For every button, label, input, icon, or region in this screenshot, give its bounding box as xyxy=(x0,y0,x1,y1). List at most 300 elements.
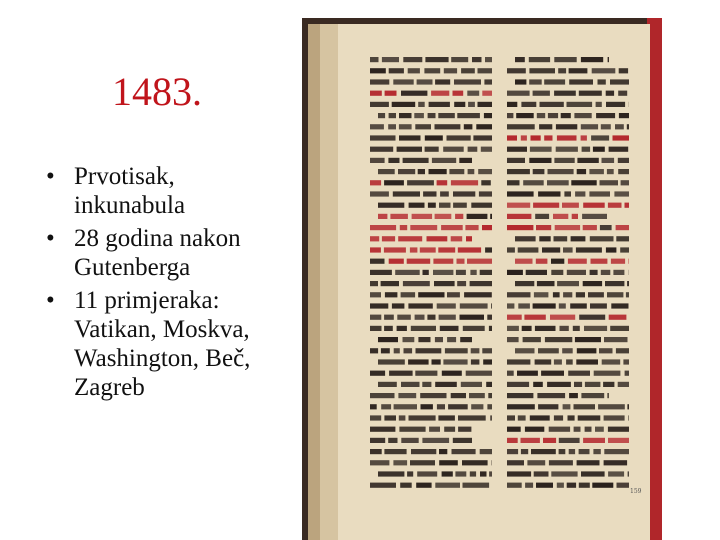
text-word-mark xyxy=(507,135,517,140)
text-word-mark xyxy=(462,460,488,465)
text-word-mark xyxy=(490,214,492,219)
text-word-mark xyxy=(433,259,453,264)
text-word-mark xyxy=(616,225,629,230)
text-word-mark xyxy=(540,102,564,107)
text-word-mark xyxy=(567,270,586,275)
text-word-mark xyxy=(439,449,447,454)
text-word-mark xyxy=(588,292,604,297)
text-word-mark xyxy=(601,124,611,129)
text-word-mark xyxy=(425,57,448,62)
bullet-item xyxy=(46,224,286,282)
text-word-mark xyxy=(557,483,564,488)
text-word-mark xyxy=(476,124,492,129)
text-word-mark xyxy=(604,415,625,420)
text-word-mark xyxy=(536,225,551,230)
text-word-mark xyxy=(590,270,598,275)
text-word-mark xyxy=(370,371,385,376)
text-word-mark xyxy=(617,483,630,488)
text-word-mark xyxy=(404,348,413,353)
text-word-mark xyxy=(521,102,536,107)
text-word-mark xyxy=(579,91,602,96)
text-word-mark xyxy=(563,404,571,409)
text-word-mark xyxy=(465,225,478,230)
text-word-mark xyxy=(425,135,443,140)
text-word-mark xyxy=(420,247,436,252)
text-word-mark xyxy=(559,303,566,308)
text-word-mark xyxy=(537,113,545,118)
text-word-mark xyxy=(547,382,571,387)
text-word-mark xyxy=(507,113,513,118)
text-word-mark xyxy=(416,348,442,353)
text-word-mark xyxy=(598,79,606,84)
text-word-mark xyxy=(507,438,518,443)
text-word-mark xyxy=(521,449,528,454)
text-word-mark xyxy=(563,292,572,297)
text-word-mark xyxy=(432,158,456,163)
text-word-mark xyxy=(415,315,425,320)
text-word-mark xyxy=(442,471,453,476)
text-word-mark xyxy=(471,404,483,409)
text-word-mark xyxy=(403,57,422,62)
text-word-mark xyxy=(611,259,625,264)
text-word-mark xyxy=(458,415,486,420)
text-word-mark xyxy=(457,113,480,118)
text-word-mark xyxy=(399,113,412,118)
text-word-mark xyxy=(556,147,578,152)
text-word-mark xyxy=(531,449,556,454)
text-word-mark xyxy=(577,169,586,174)
text-word-mark xyxy=(370,135,396,140)
text-word-mark xyxy=(613,270,624,275)
text-word-mark xyxy=(455,471,466,476)
text-word-mark xyxy=(583,225,597,230)
text-word-mark xyxy=(507,180,520,185)
text-word-mark xyxy=(553,292,560,297)
text-word-mark xyxy=(530,415,550,420)
text-word-mark xyxy=(370,68,386,73)
text-word-mark xyxy=(535,214,549,219)
text-word-mark xyxy=(507,404,535,409)
text-word-mark xyxy=(507,359,530,364)
text-word-mark xyxy=(605,281,624,286)
text-word-mark xyxy=(447,337,456,342)
text-word-mark xyxy=(429,102,450,107)
text-word-mark xyxy=(481,147,492,152)
text-word-mark xyxy=(551,471,577,476)
text-word-mark xyxy=(558,68,566,73)
text-word-mark xyxy=(384,315,394,320)
text-word-mark xyxy=(437,303,456,308)
text-word-mark xyxy=(437,404,445,409)
text-word-mark xyxy=(555,225,580,230)
text-word-mark xyxy=(463,483,490,488)
text-word-mark xyxy=(562,348,573,353)
text-word-mark xyxy=(451,57,468,62)
text-word-mark xyxy=(548,169,574,174)
text-word-mark xyxy=(603,382,614,387)
text-word-mark xyxy=(480,449,492,454)
text-word-mark xyxy=(571,236,586,241)
text-word-mark xyxy=(390,214,408,219)
text-word-mark xyxy=(408,303,432,308)
text-word-mark xyxy=(614,191,629,196)
text-word-mark xyxy=(567,483,576,488)
text-word-mark xyxy=(577,158,598,163)
text-word-mark xyxy=(461,68,475,73)
text-word-mark xyxy=(533,303,556,308)
text-word-mark xyxy=(400,225,407,230)
text-word-mark xyxy=(507,191,534,196)
text-word-mark xyxy=(507,337,519,342)
text-word-mark xyxy=(613,135,630,140)
text-word-mark xyxy=(466,236,472,241)
text-word-mark xyxy=(392,303,405,308)
text-word-mark xyxy=(459,158,472,163)
text-word-mark xyxy=(549,427,570,432)
text-word-mark xyxy=(507,91,530,96)
text-word-mark xyxy=(408,68,420,73)
text-word-mark xyxy=(394,404,417,409)
text-word-mark xyxy=(429,427,440,432)
text-word-mark xyxy=(583,203,605,208)
text-word-mark xyxy=(534,292,549,297)
text-word-mark xyxy=(370,281,378,286)
text-word-mark xyxy=(579,315,605,320)
text-word-mark xyxy=(456,270,466,275)
text-word-mark xyxy=(574,427,581,432)
text-word-mark xyxy=(435,124,461,129)
text-word-mark xyxy=(397,326,407,331)
text-word-mark xyxy=(384,180,404,185)
text-word-mark xyxy=(397,147,422,152)
text-word-mark xyxy=(422,438,449,443)
text-word-mark xyxy=(549,460,573,465)
text-word-mark xyxy=(610,79,629,84)
text-word-mark xyxy=(567,102,593,107)
text-word-mark xyxy=(507,449,518,454)
text-word-mark xyxy=(618,382,629,387)
text-word-mark xyxy=(602,158,615,163)
text-word-mark xyxy=(370,147,393,152)
text-word-mark xyxy=(507,415,515,420)
text-word-mark xyxy=(370,449,382,454)
text-word-mark xyxy=(628,415,629,420)
text-word-mark xyxy=(398,169,415,174)
text-word-mark xyxy=(523,337,541,342)
text-word-mark xyxy=(370,427,395,432)
text-word-mark xyxy=(453,438,472,443)
text-word-mark xyxy=(389,259,404,264)
text-word-mark xyxy=(427,236,448,241)
text-word-mark xyxy=(479,191,492,196)
text-word-mark xyxy=(625,203,630,208)
text-word-mark xyxy=(482,348,492,353)
text-word-mark xyxy=(517,371,538,376)
text-word-mark xyxy=(486,382,492,387)
text-word-mark xyxy=(410,460,435,465)
text-word-mark xyxy=(507,214,531,219)
text-word-mark xyxy=(537,281,555,286)
text-word-mark xyxy=(524,315,545,320)
text-word-mark xyxy=(435,79,450,84)
text-word-mark xyxy=(370,79,389,84)
text-word-mark xyxy=(384,415,396,420)
text-word-mark xyxy=(440,191,449,196)
text-word-mark xyxy=(554,57,576,62)
text-word-mark xyxy=(621,180,629,185)
text-word-mark xyxy=(401,292,416,297)
text-word-mark xyxy=(569,68,588,73)
text-word-mark xyxy=(388,438,397,443)
text-word-mark xyxy=(370,247,381,252)
text-word-mark xyxy=(554,359,562,364)
text-word-mark xyxy=(608,471,624,476)
text-word-mark xyxy=(584,326,607,331)
text-word-mark xyxy=(435,214,452,219)
text-word-mark xyxy=(569,449,575,454)
text-word-mark xyxy=(574,113,591,118)
text-word-mark xyxy=(401,438,418,443)
text-word-mark xyxy=(507,102,517,107)
bullet-item xyxy=(46,162,286,220)
bullet-dot-icon: • xyxy=(46,225,55,252)
text-word-mark xyxy=(608,438,629,443)
text-word-mark xyxy=(464,124,473,129)
text-word-mark xyxy=(591,135,609,140)
text-word-mark xyxy=(574,382,582,387)
text-word-mark xyxy=(385,292,398,297)
text-word-mark xyxy=(563,247,573,252)
text-word-mark xyxy=(554,158,574,163)
text-word-mark xyxy=(389,68,404,73)
text-word-mark xyxy=(434,281,455,286)
text-word-mark xyxy=(435,483,460,488)
text-word-mark xyxy=(541,371,564,376)
text-word-mark xyxy=(539,236,550,241)
text-word-mark xyxy=(398,393,416,398)
text-word-mark xyxy=(452,449,476,454)
text-word-mark xyxy=(536,259,548,264)
text-word-mark xyxy=(466,371,492,376)
text-word-mark xyxy=(432,359,441,364)
text-word-mark xyxy=(507,147,527,152)
text-word-mark xyxy=(482,225,492,230)
text-word-mark xyxy=(471,203,492,208)
text-word-mark xyxy=(378,214,387,219)
text-word-mark xyxy=(388,158,399,163)
text-word-mark xyxy=(607,169,614,174)
text-word-mark xyxy=(441,225,463,230)
text-word-mark xyxy=(590,236,614,241)
text-word-mark xyxy=(378,382,397,387)
text-word-mark xyxy=(388,124,396,129)
text-word-mark xyxy=(593,147,605,152)
text-word-mark xyxy=(608,203,622,208)
text-word-mark xyxy=(453,203,467,208)
text-word-mark xyxy=(458,247,481,252)
text-word-mark xyxy=(538,348,559,353)
text-word-mark xyxy=(559,438,580,443)
text-word-mark xyxy=(518,303,530,308)
text-word-mark xyxy=(589,169,604,174)
text-word-mark xyxy=(420,393,446,398)
text-word-mark xyxy=(478,68,493,73)
text-word-mark xyxy=(378,471,404,476)
text-word-mark xyxy=(370,102,389,107)
text-word-mark xyxy=(618,91,627,96)
page-gutter-shadow xyxy=(308,24,320,540)
text-word-mark xyxy=(409,415,436,420)
text-word-mark xyxy=(455,214,463,219)
text-word-mark xyxy=(447,292,460,297)
text-word-mark xyxy=(589,191,610,196)
text-word-mark xyxy=(515,259,533,264)
text-word-mark xyxy=(489,326,492,331)
text-word-mark xyxy=(439,203,451,208)
text-word-mark xyxy=(389,113,396,118)
text-word-mark xyxy=(575,337,601,342)
text-word-mark xyxy=(571,180,596,185)
bullet-dot-icon: • xyxy=(46,163,55,190)
text-word-mark xyxy=(418,102,425,107)
text-word-mark xyxy=(408,359,429,364)
text-word-mark xyxy=(422,382,431,387)
text-word-mark xyxy=(437,180,448,185)
text-word-mark xyxy=(568,415,575,420)
text-word-mark xyxy=(417,79,433,84)
text-word-mark xyxy=(618,169,629,174)
text-word-mark xyxy=(445,348,468,353)
text-word-mark xyxy=(399,135,421,140)
text-word-mark xyxy=(443,359,467,364)
text-word-mark xyxy=(566,359,573,364)
text-word-mark xyxy=(483,359,492,364)
text-word-mark xyxy=(370,180,381,185)
text-word-mark xyxy=(556,124,577,129)
text-word-mark xyxy=(606,91,614,96)
text-word-mark xyxy=(576,247,602,252)
text-word-mark xyxy=(507,270,523,275)
text-word-mark xyxy=(515,79,526,84)
text-word-mark xyxy=(576,359,598,364)
text-word-mark xyxy=(507,303,514,308)
text-word-mark xyxy=(457,281,466,286)
text-word-mark xyxy=(538,404,558,409)
text-word-mark xyxy=(370,191,389,196)
slide-title: 1483. xyxy=(112,69,202,114)
text-word-mark xyxy=(570,303,587,308)
text-word-mark xyxy=(531,135,541,140)
text-word-mark xyxy=(381,281,399,286)
text-word-mark xyxy=(444,427,455,432)
text-word-mark xyxy=(435,337,443,342)
text-word-mark xyxy=(583,438,605,443)
text-word-mark xyxy=(585,427,592,432)
text-word-mark xyxy=(431,91,449,96)
text-word-mark xyxy=(440,326,459,331)
text-word-mark xyxy=(410,247,418,252)
text-word-mark xyxy=(488,393,492,398)
text-word-mark xyxy=(429,169,447,174)
text-word-mark xyxy=(418,292,444,297)
book-page-image xyxy=(302,18,662,540)
text-word-mark xyxy=(415,124,431,129)
text-word-mark xyxy=(579,483,590,488)
text-word-mark xyxy=(627,404,629,409)
text-word-mark xyxy=(370,348,378,353)
text-word-mark xyxy=(448,404,468,409)
page-number: 159 xyxy=(630,488,642,495)
text-word-mark xyxy=(515,236,536,241)
text-word-mark xyxy=(530,147,552,152)
text-word-mark xyxy=(627,124,629,129)
text-word-mark xyxy=(554,415,563,420)
text-word-mark xyxy=(533,203,559,208)
text-word-mark xyxy=(550,315,575,320)
text-word-mark xyxy=(449,169,464,174)
text-word-mark xyxy=(438,247,455,252)
text-word-mark xyxy=(428,113,436,118)
bullet-text: 28 godina nakon Gutenberga xyxy=(74,225,241,281)
text-word-mark xyxy=(596,102,602,107)
text-word-mark xyxy=(401,382,420,387)
text-word-mark xyxy=(559,449,566,454)
text-word-mark xyxy=(384,247,406,252)
text-word-mark xyxy=(423,191,436,196)
text-word-mark xyxy=(557,281,579,286)
text-word-mark xyxy=(626,292,629,297)
text-word-mark xyxy=(464,292,492,297)
text-word-mark xyxy=(393,460,407,465)
text-word-mark xyxy=(576,292,585,297)
text-word-mark xyxy=(595,427,604,432)
text-word-mark xyxy=(600,225,612,230)
text-word-mark xyxy=(381,404,391,409)
text-word-mark xyxy=(480,471,487,476)
text-word-mark xyxy=(507,169,530,174)
text-word-mark xyxy=(535,359,552,364)
text-word-mark xyxy=(438,113,455,118)
text-word-mark xyxy=(507,471,531,476)
text-word-mark xyxy=(581,393,604,398)
text-word-mark xyxy=(507,483,522,488)
text-word-mark xyxy=(480,270,492,275)
text-word-mark xyxy=(604,460,628,465)
bullet-dot-icon: • xyxy=(46,287,55,314)
text-word-mark xyxy=(416,483,431,488)
text-word-mark xyxy=(415,371,437,376)
text-word-mark xyxy=(577,460,600,465)
text-word-mark xyxy=(370,292,381,297)
text-word-mark xyxy=(526,270,547,275)
text-word-mark xyxy=(575,191,585,196)
text-word-mark xyxy=(521,135,527,140)
text-word-mark xyxy=(507,460,524,465)
text-word-mark xyxy=(521,438,540,443)
text-word-mark xyxy=(453,91,464,96)
text-word-mark xyxy=(411,326,436,331)
text-word-mark xyxy=(467,259,492,264)
text-word-mark xyxy=(425,147,439,152)
bullet-text: Prvotisak, inkunabula xyxy=(74,163,186,219)
text-word-mark xyxy=(401,91,427,96)
text-word-mark xyxy=(536,483,553,488)
text-word-mark xyxy=(370,483,396,488)
text-word-mark xyxy=(598,404,625,409)
text-word-mark xyxy=(378,203,404,208)
text-word-mark xyxy=(410,225,437,230)
text-word-mark xyxy=(527,460,545,465)
